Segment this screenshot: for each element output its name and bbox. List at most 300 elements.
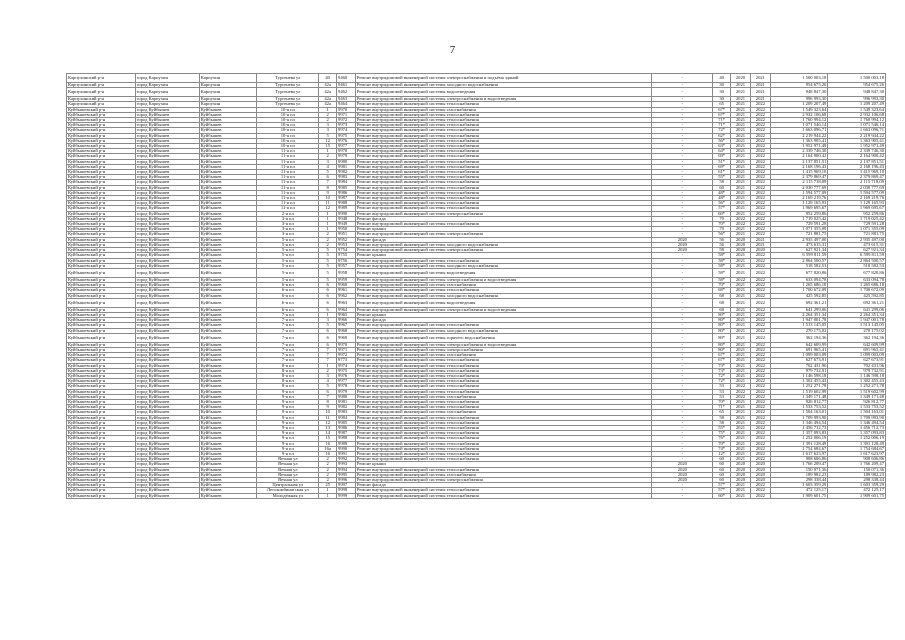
cell-year-b: 57* <box>713 483 731 488</box>
cell-district: Куйбышевский р-н <box>67 175 136 180</box>
cell-year-b: 70 <box>713 227 731 232</box>
cell-street: Вечная ул <box>257 462 319 467</box>
cell-cost: 677 820,86 <box>770 268 828 277</box>
cell-district: Куйбышевский р-н <box>67 196 136 201</box>
cell-year-d: 2022 <box>750 399 770 404</box>
cell-year-b: 61* <box>713 170 731 175</box>
cell-work-type: Ремонт внутридомовой инженерной системы теплоснабжения <box>355 363 652 368</box>
cell-year-b: 67* <box>713 358 731 363</box>
cell-settlement: город Куйбышев <box>135 415 199 420</box>
cell-settlement: город Карпухин <box>135 88 199 97</box>
cell-cost: 472 125,17 <box>770 488 828 493</box>
cell-house: 3 <box>319 159 337 164</box>
cell-object-id: 9999 <box>337 493 356 498</box>
cell-locality: Куйбышев <box>199 253 257 258</box>
cell-year-c: 2022 <box>731 222 751 227</box>
cell-year-d: 2022 <box>750 436 770 441</box>
cell-district: Куйбышевский р-н <box>67 206 136 211</box>
table-row <box>67 74 886 83</box>
cell-settlement: город Куйбышев <box>135 216 199 221</box>
cell-object-id: 9974 <box>337 363 356 368</box>
cell-settlement: город Куйбышев <box>135 263 199 268</box>
cell-object-id: 9971 <box>337 112 356 117</box>
cell-object-id: 9961 <box>337 288 356 293</box>
cell-district: Куйбышевский р-н <box>67 211 136 216</box>
cell-street: 9-я пл <box>257 425 319 430</box>
cell-year-c: 2021 <box>731 159 751 164</box>
cell-year-a: - <box>652 293 713 298</box>
cell-locality: Куйбышев <box>199 222 257 227</box>
cell-settlement: город Куйбышев <box>135 483 199 488</box>
cell-work-type: Ремонт крыши <box>355 462 652 467</box>
cell-cost: 1 617 623,97 <box>770 452 828 457</box>
cell-work-type: Ремонт внутридомовой инженерной системы теплоснабжения <box>355 373 652 378</box>
cell-settlement: город Куйбышев <box>135 472 199 477</box>
cell-year-b: 60 <box>713 472 731 477</box>
cell-cost: 2 339 746,30 <box>770 149 828 154</box>
cell-settlement: город Куйбышев <box>135 222 199 227</box>
cell-settlement: город Куйбышев <box>135 431 199 436</box>
cell-year-c: 2021 <box>731 363 751 368</box>
cell-year-a: - <box>652 420 713 425</box>
cell-year-b: 53 <box>713 384 731 389</box>
cell-street: 9-я пл <box>257 389 319 394</box>
cell-house: 7 <box>319 358 337 363</box>
cell-year-b: 75* <box>713 431 731 436</box>
cell-year-c: 2021 <box>731 102 751 107</box>
cell-cost: 1 302 455,43 <box>770 379 828 384</box>
cell-work-type: Ремонт внутридомовой инженерной системы водоотведения <box>355 88 652 97</box>
cell-year-c: 2021 <box>731 118 751 123</box>
cell-house: 1 <box>319 227 337 232</box>
cell-cost-total: 954 675,26 <box>828 83 886 88</box>
cell-cost-total: 1 504 163,01 <box>828 410 886 415</box>
cell-house: 1 <box>319 211 337 216</box>
cell-settlement: город Куйбышев <box>135 283 199 288</box>
cell-year-d: 2022 <box>750 216 770 221</box>
cell-cost-total: 2 219 944,22 <box>828 133 886 138</box>
cell-year-d: 2021 <box>750 237 770 242</box>
cell-locality: Куйбышев <box>199 237 257 242</box>
cell-object-id: 9975 <box>337 133 356 138</box>
cell-house: 5 <box>319 268 337 277</box>
cell-settlement: город Куйбышев <box>135 405 199 410</box>
cell-district: Куйбышевский р-н <box>67 283 136 288</box>
cell-locality: Куйбышев <box>199 232 257 237</box>
cell-cost-total: 1 766 209,47 <box>828 462 886 467</box>
cell-year-a: - <box>652 97 713 102</box>
cell-settlement: город Куйбышев <box>135 312 199 317</box>
cell-house: 10 <box>319 410 337 415</box>
cell-year-d: 2022 <box>750 232 770 237</box>
cell-year-c: 2021 <box>731 112 751 117</box>
cell-year-b: 68 <box>713 298 731 307</box>
cell-year-b: 62* <box>713 133 731 138</box>
cell-cost: 1 594 577,09 <box>770 190 828 195</box>
cell-street: 7-я пл <box>257 342 319 347</box>
cell-district: Куйбышевский р-н <box>67 333 136 342</box>
cell-year-c: 2021 <box>731 457 751 462</box>
cell-year-c: 2021 <box>731 107 751 112</box>
cell-year-c: 2021 <box>731 420 751 425</box>
cell-year-d: 2022 <box>750 222 770 227</box>
cell-work-type: Ремонт внутридомовой инженерной системы теплоснабжения <box>355 133 652 138</box>
cell-work-type: Ремонт внутридомовой инженерной системы горячего водоснабжения <box>355 333 652 342</box>
cell-year-d: 2020 <box>750 467 770 472</box>
cell-year-a: - <box>652 384 713 389</box>
cell-object-id: 9968 <box>337 328 356 333</box>
cell-year-c: 2021 <box>731 488 751 493</box>
cell-year-d: 2022 <box>750 201 770 206</box>
cell-work-type: Ремонт внутридомовой инженерной системы теплоснабжения <box>355 258 652 263</box>
cell-street: 9-я пл <box>257 452 319 457</box>
cell-district: Карпухинский р-н <box>67 102 136 107</box>
cell-house: 5 <box>319 248 337 253</box>
cell-year-c: 2020 <box>731 472 751 477</box>
cell-cost: 298 338,44 <box>770 478 828 483</box>
cell-year-d: 2022 <box>750 358 770 363</box>
cell-cost-total: 721 881,75 <box>828 232 886 237</box>
cell-cost: 473 615,31 <box>770 242 828 247</box>
cell-house: 6 <box>319 293 337 298</box>
cell-cost: 1 252 271,78 <box>770 384 828 389</box>
cell-object-id: 9983 <box>337 410 356 415</box>
cell-cost: 150 071,36 <box>770 467 828 472</box>
cell-work-type: Ремонт внутридомовой инженерной системы теплоснабжения <box>355 384 652 389</box>
cell-year-a: - <box>652 74 713 83</box>
cell-district: Куйбышевский р-н <box>67 436 136 441</box>
cell-cost: 1 071 355,09 <box>770 227 828 232</box>
cell-object-id: 9965 <box>337 312 356 317</box>
cell-locality: Куйбышев <box>199 333 257 342</box>
cell-street: 11-я пл <box>257 185 319 190</box>
cell-object-id: 9962 <box>337 293 356 298</box>
cell-locality: Куйбышев <box>199 298 257 307</box>
cell-cost-total: 1 700 672,09 <box>828 288 886 293</box>
cell-cost: 189 982,23 <box>770 472 828 477</box>
cell-house: 10 <box>319 196 337 201</box>
cell-district: Куйбышевский р-н <box>67 493 136 498</box>
cell-house: 1 <box>319 493 337 498</box>
cell-cost-total: 1 909 601,75 <box>828 493 886 498</box>
cell-settlement: город Куйбышев <box>135 307 199 312</box>
cell-street: 10-я пл <box>257 118 319 123</box>
cell-house: 5 <box>319 253 337 258</box>
cell-year-a: - <box>652 342 713 347</box>
cell-year-a: - <box>652 180 713 185</box>
cell-cost: 1 533 753,52 <box>770 405 828 410</box>
cell-work-type: Ремонт крыши <box>355 312 652 317</box>
cell-street: 5-я пл <box>257 258 319 263</box>
cell-year-c: 2021 <box>731 410 751 415</box>
cell-house: 8 <box>319 185 337 190</box>
cell-cost: 1 952 971,49 <box>770 144 828 149</box>
cell-locality: Куйбышев <box>199 180 257 185</box>
cell-house: 8 <box>319 399 337 404</box>
cell-street: 11-я пл <box>257 190 319 195</box>
cell-year-a: - <box>652 159 713 164</box>
cell-district: Куйбышевский р-н <box>67 307 136 312</box>
cell-cost-total: 1 391 128,49 <box>828 441 886 446</box>
cell-cost: 979 732,91 <box>770 368 828 373</box>
cell-year-a: - <box>652 138 713 143</box>
cell-work-type: Ремонт внутридомовой инженерной системы теплоснабжения <box>355 144 652 149</box>
cell-work-type: Ремонт фасада <box>355 237 652 242</box>
cell-year-d: 2022 <box>750 483 770 488</box>
cell-year-d: 2022 <box>750 363 770 368</box>
cell-house: 1 <box>319 312 337 317</box>
cell-cost-total: 948 847,30 <box>828 88 886 97</box>
cell-object-id: 9969 <box>337 333 356 342</box>
cell-work-type: Ремонт внутридомовой инженерной системы теплоснабжения <box>355 123 652 128</box>
cell-work-type: Ремонт внутридомовой инженерной системы теплоснабжения <box>355 446 652 451</box>
cell-cost: 2 379 869,47 <box>770 175 828 180</box>
cell-street: Молодёжная ул <box>257 493 319 498</box>
cell-work-type: Ремонт внутридомовой инженерной системы теплоснабжения <box>355 164 652 169</box>
cell-cost: 1 265 686,18 <box>770 283 828 288</box>
cell-year-b: 56 <box>713 237 731 242</box>
cell-street: 7-я пл <box>257 347 319 352</box>
cell-year-a: - <box>652 436 713 441</box>
cell-settlement: город Куйбышев <box>135 258 199 263</box>
cell-district: Куйбышевский р-н <box>67 467 136 472</box>
cell-year-c: 2021 <box>731 483 751 488</box>
cell-year-c: 2021 <box>731 170 751 175</box>
cell-settlement: город Куйбышев <box>135 123 199 128</box>
cell-year-a: - <box>652 328 713 333</box>
cell-house: 2 <box>319 237 337 242</box>
cell-year-d: 2022 <box>750 457 770 462</box>
cell-locality: Куйбышев <box>199 358 257 363</box>
cell-object-id: 9991 <box>337 452 356 457</box>
cell-work-type: Ремонт внутридомовой инженерной системы теплоснабжения <box>355 201 652 206</box>
cell-district: Куйбышевский р-н <box>67 358 136 363</box>
cell-street: 7-я пл <box>257 328 319 333</box>
cell-object-id: 9964 <box>337 307 356 312</box>
cell-cost-total: 1 754 684,67 <box>828 446 886 451</box>
cell-year-d: 2022 <box>750 446 770 451</box>
cell-work-type: Ремонт внутридомовой инженерной системы газоснабжения <box>355 410 652 415</box>
cell-locality: Куйбышев <box>199 133 257 138</box>
cell-house: 7 <box>319 347 337 352</box>
cell-district: Куйбышевский р-н <box>67 107 136 112</box>
cell-object-id: 9986 <box>337 190 356 195</box>
cell-work-type: Ремонт внутридомовой инженерной системы электроснабжения <box>355 248 652 253</box>
cell-cost-total: 642 609,99 <box>828 342 886 347</box>
cell-year-c: 2021 <box>731 180 751 185</box>
cell-cost-total: 2 168 196,43 <box>828 164 886 169</box>
cell-object-id: 9988 <box>337 201 356 206</box>
cell-cost: 692 361,21 <box>770 298 828 307</box>
cell-district: Куйбышевский р-н <box>67 342 136 347</box>
table-row <box>67 268 886 277</box>
cell-year-b: 58* <box>713 258 731 263</box>
cell-street: 3-я пл <box>257 232 319 237</box>
cell-year-a: - <box>652 170 713 175</box>
cell-cost: 2 115 718,09 <box>770 180 828 185</box>
cell-street: 7-я пл <box>257 312 319 317</box>
cell-year-a: - <box>652 258 713 263</box>
cell-cost: 1 500 003,18 <box>770 74 828 83</box>
cell-street: 5-я пл <box>257 277 319 282</box>
cell-object-id: 9992 <box>337 457 356 462</box>
cell-cost-total: 1 252 271,78 <box>828 384 886 389</box>
cell-house: 7 <box>319 180 337 185</box>
cell-street: 9-я пл <box>257 410 319 415</box>
cell-year-d: 2020 <box>750 248 770 253</box>
cell-locality: Куйбышев <box>199 415 257 420</box>
cell-house: 2 <box>319 154 337 159</box>
cell-year-c: 2021 <box>731 123 751 128</box>
cell-street: Тургенева ул <box>257 102 319 107</box>
cell-year-d: 2022 <box>750 133 770 138</box>
cell-work-type: Ремонт внутридомовой инженерной системы теплоснабжения <box>355 175 652 180</box>
cell-object-id: 9958 <box>337 268 356 277</box>
cell-year-c: 2021 <box>731 88 751 97</box>
cell-cost-total: 692 361,21 <box>828 298 886 307</box>
cell-year-c: 2021 <box>731 258 751 263</box>
cell-settlement: город Куйбышев <box>135 436 199 441</box>
cell-year-a: - <box>652 107 713 112</box>
cell-cost: 2 864 500,57 <box>770 258 828 263</box>
cell-district: Куйбышевский р-н <box>67 263 136 268</box>
cell-object-id: 9990 <box>337 446 356 451</box>
cell-work-type: Ремонт внутридомовой инженерной системы газоснабжения <box>355 283 652 288</box>
cell-settlement: город Куйбышев <box>135 206 199 211</box>
cell-work-type: Ремонт внутридомовой инженерной системы газоснабжения <box>355 107 652 112</box>
cell-settlement: город Куйбышев <box>135 201 199 206</box>
cell-locality: Куйбышев <box>199 185 257 190</box>
cell-settlement: город Куйбышев <box>135 333 199 342</box>
cell-year-b: 57* <box>713 206 731 211</box>
cell-year-d: 2022 <box>750 149 770 154</box>
cell-year-d: 2022 <box>750 347 770 352</box>
cell-year-b: 70* <box>713 399 731 404</box>
cell-locality: Куйбышев <box>199 175 257 180</box>
cell-work-type: Ремонт внутридомовой инженерной системы холодного водоснабжения <box>355 263 652 268</box>
cell-year-b: 58 <box>713 420 731 425</box>
cell-year-a: - <box>652 216 713 221</box>
cell-work-type: Ремонт внутридомовой инженерной системы теплоснабжения <box>355 441 652 446</box>
cell-year-a: - <box>652 323 713 328</box>
cell-object-id: 9953 <box>337 242 356 247</box>
cell-house: 6 <box>319 298 337 307</box>
cell-year-d: 2022 <box>750 405 770 410</box>
cell-cost-total: 1 252 006,19 <box>828 436 886 441</box>
cell-locality: Куйбышев <box>199 164 257 169</box>
cell-year-c: 2021 <box>731 312 751 317</box>
cell-cost-total: 1 265 686,18 <box>828 283 886 288</box>
cell-year-b: 56* <box>713 201 731 206</box>
cell-locality: Куйбышев <box>199 307 257 312</box>
cell-work-type: Ремонт внутридомовой инженерной системы теплоснабжения <box>355 138 652 143</box>
cell-year-d: 2021 <box>750 88 770 97</box>
cell-house: 3 <box>319 318 337 323</box>
cell-cost: 1 099 003,09 <box>770 353 828 358</box>
cell-cost: 2 168 196,43 <box>770 164 828 169</box>
cell-object-id: 9995 <box>337 472 356 477</box>
cell-cost-total: 979 732,91 <box>828 368 886 373</box>
cell-settlement: город Карпухин <box>135 102 199 107</box>
cell-street: Тургенева ул <box>257 74 319 83</box>
cell-locality: Куйбышев <box>199 389 257 394</box>
cell-work-type: Ремонт внутридомовой инженерной системы теплоснабжения <box>355 415 652 420</box>
cell-locality: Куйбышев <box>199 128 257 133</box>
cell-object-id: 9996 <box>337 478 356 483</box>
cell-street: 5-я пл <box>257 237 319 242</box>
cell-work-type: Ремонт внутридомовой инженерной системы теплоснабжения <box>355 288 652 293</box>
cell-year-a: - <box>652 358 713 363</box>
cell-cost-total: 1 346 494,54 <box>828 420 886 425</box>
cell-locality: Куйбышев <box>199 446 257 451</box>
cell-year-b: 67* <box>713 107 731 112</box>
cell-cost-total: 2 169 219,76 <box>828 196 886 201</box>
cell-street: 11-я пл <box>257 159 319 164</box>
cell-year-d: 2022 <box>750 123 770 128</box>
cell-year-a: - <box>652 232 713 237</box>
cell-work-type: Ремонт внутридомовой инженерной системы электроснабжения <box>355 232 652 237</box>
cell-object-id: 9966 <box>337 318 356 323</box>
cell-house: 5 <box>319 384 337 389</box>
cell-work-type: Ремонт внутридомовой инженерной системы теплоснабжения <box>355 170 652 175</box>
cell-year-c: 2021 <box>731 201 751 206</box>
cell-year-c: 2021 <box>731 253 751 258</box>
cell-year-a: - <box>652 410 713 415</box>
cell-settlement: город Куйбышев <box>135 232 199 237</box>
cell-district: Куйбышевский р-н <box>67 420 136 425</box>
cell-locality: Куйбышев <box>199 318 257 323</box>
cell-district: Куйбышевский р-н <box>67 347 136 352</box>
cell-street: Вечная ул <box>257 472 319 477</box>
cell-work-type: Ремонт внутридомовой инженерной системы теплоснабжения <box>355 358 652 363</box>
cell-year-d: 2022 <box>750 410 770 415</box>
cell-work-type: Ремонт внутридомовой инженерной системы газоснабжения <box>355 394 652 399</box>
cell-year-a: - <box>652 368 713 373</box>
cell-object-id: 9949 <box>337 222 356 227</box>
cell-cost-total: 150 071,36 <box>828 467 886 472</box>
cell-cost: 1 766 209,47 <box>770 462 828 467</box>
cell-year-d: 2022 <box>750 159 770 164</box>
cell-settlement: город Куйбышев <box>135 144 199 149</box>
cell-cost-total: 1 519 602,99 <box>828 389 886 394</box>
cell-year-d: 2022 <box>750 206 770 211</box>
cell-year-c: 2020 <box>731 248 751 253</box>
cell-cost-total: 1 071 546,14 <box>828 123 886 128</box>
cell-settlement: город Куйбышев <box>135 277 199 282</box>
cell-cost-total: 1 947 001,78 <box>828 318 886 323</box>
cell-year-b: 60 <box>713 467 731 472</box>
cell-district: Куйбышевский р-н <box>67 138 136 143</box>
cell-year-c: 2021 <box>731 83 751 88</box>
cell-cost-total: 1 349 171,48 <box>828 394 886 399</box>
cell-settlement: город Куйбышев <box>135 128 199 133</box>
table-body <box>67 74 886 499</box>
cell-object-id: 9985 <box>337 420 356 425</box>
cell-house: 6 <box>319 288 337 293</box>
cell-year-b: 65 <box>713 410 731 415</box>
cell-object-id: 9957 <box>337 263 356 268</box>
cell-settlement: город Куйбышев <box>135 462 199 467</box>
cell-cost-total: 2 115 718,09 <box>828 180 886 185</box>
cell-object-id: 9989 <box>337 441 356 446</box>
cell-work-type: Ремонт внутридомовой инженерной системы теплоснабжения <box>355 180 652 185</box>
cell-year-b: 80* <box>713 342 731 347</box>
cell-district: Куйбышевский р-н <box>67 190 136 195</box>
cell-street: Тургенева ул <box>257 83 319 88</box>
cell-settlement: город Куйбышев <box>135 478 199 483</box>
cell-object-id: 9978 <box>337 149 356 154</box>
cell-cost: 729 591,28 <box>770 222 828 227</box>
